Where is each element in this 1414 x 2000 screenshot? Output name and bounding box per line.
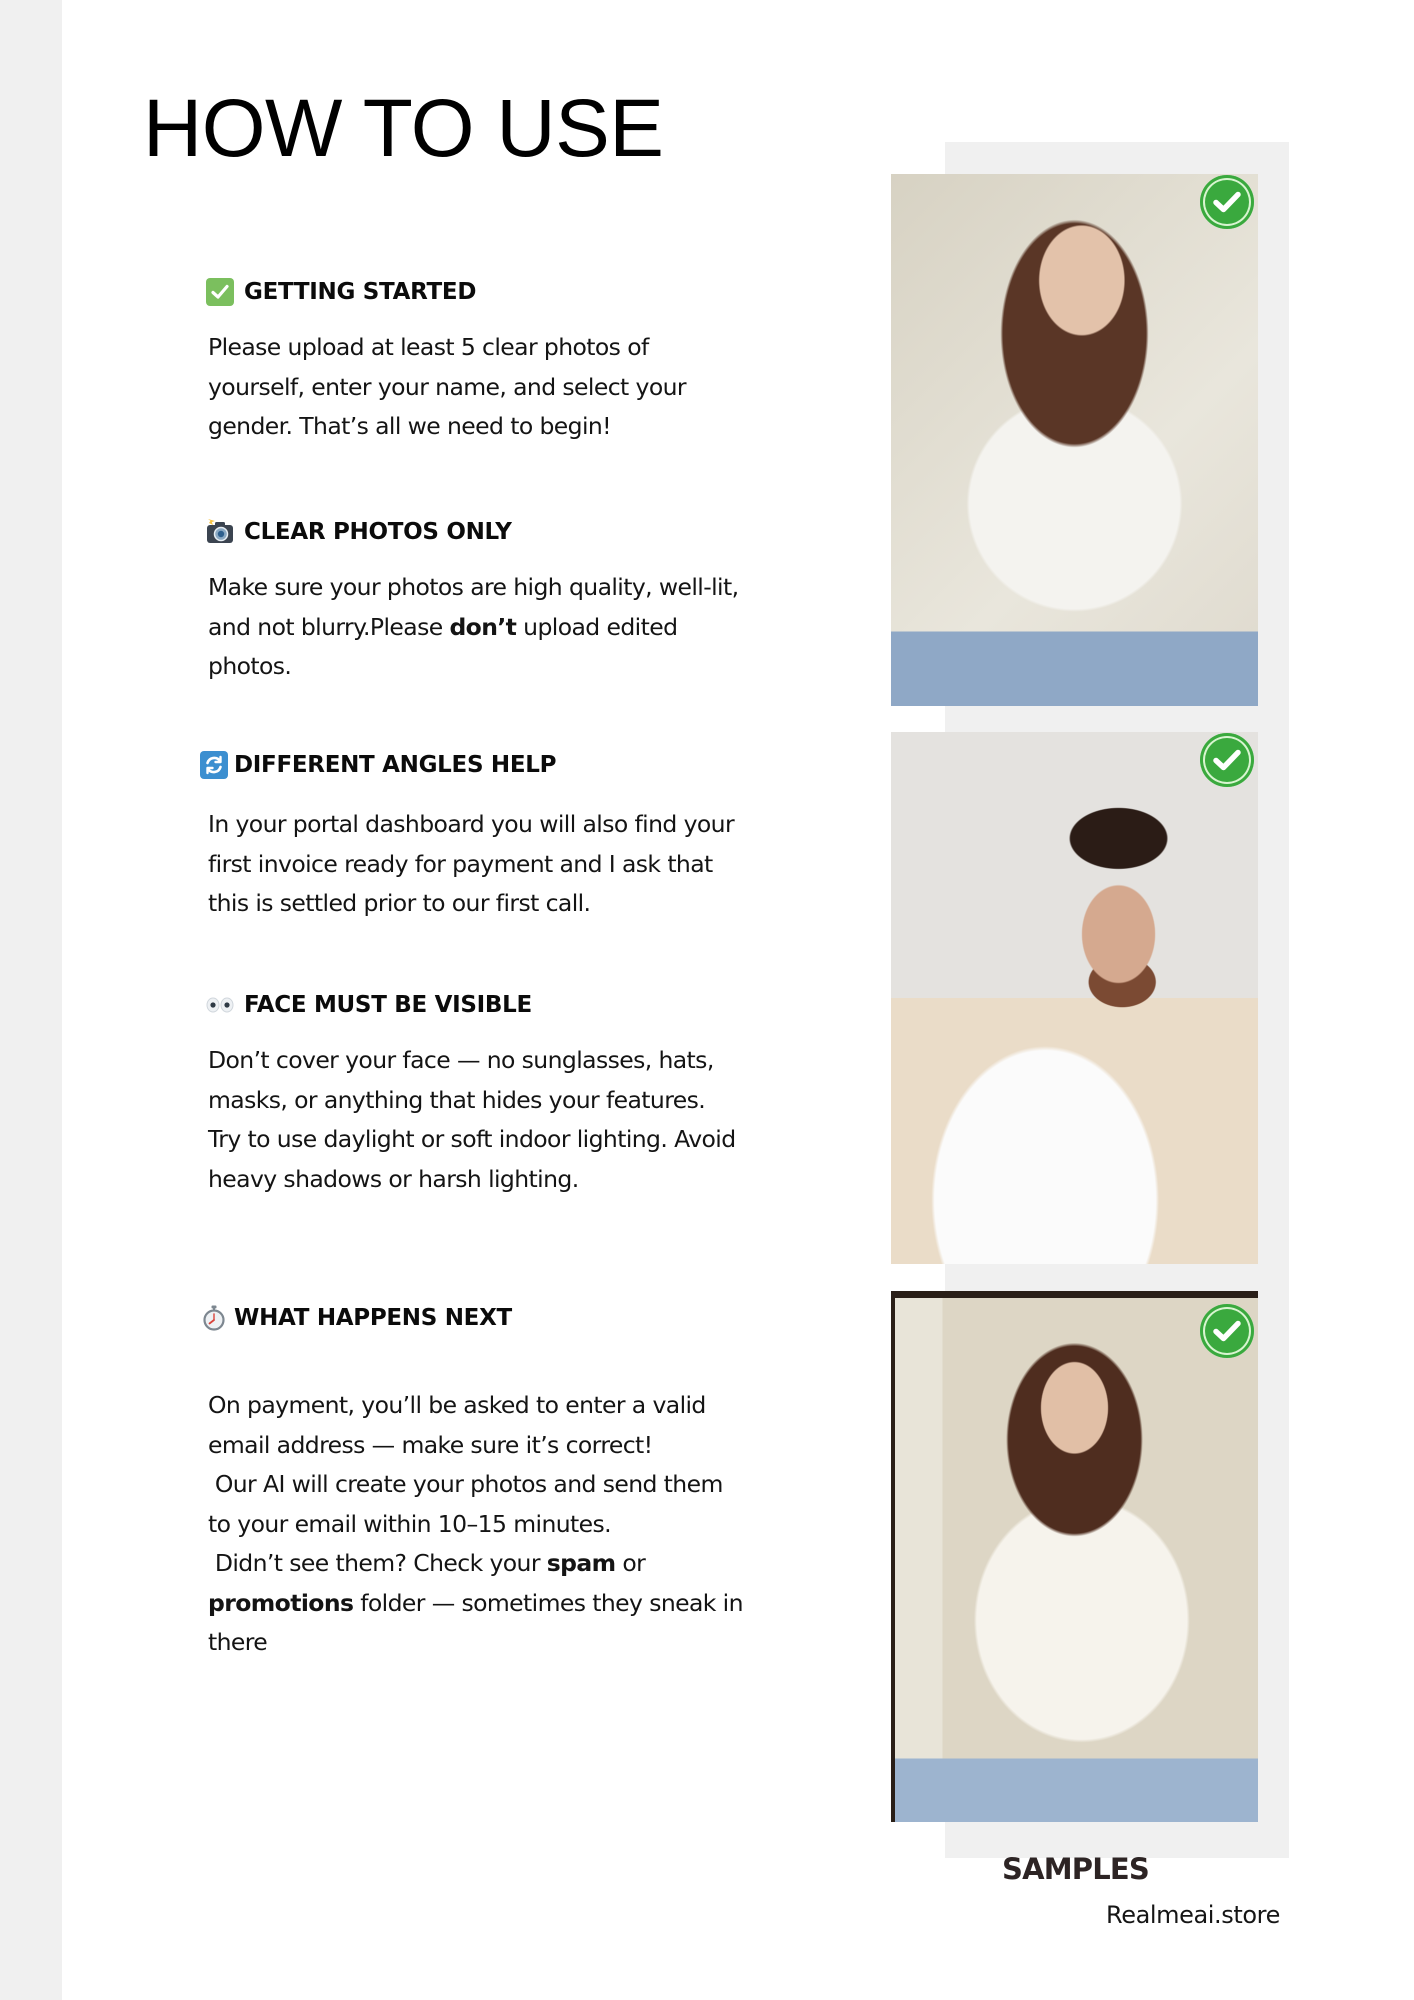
sample-photo-1 <box>891 174 1258 706</box>
section-heading <box>208 276 808 308</box>
body-line: heavy shadows or harsh lighting. <box>208 1164 579 1193</box>
body-line: Our AI will create your photos and send them <box>208 1470 723 1498</box>
approved-check-icon <box>1200 1304 1254 1358</box>
samples-label: SAMPLES <box>1002 1852 1150 1886</box>
stopwatch-icon <box>200 1304 228 1332</box>
left-margin-strip <box>0 0 62 2000</box>
body-line: email address — make sure it’s correct! <box>208 1430 653 1459</box>
body-line: masks, or anything that hides your features. <box>208 1085 706 1114</box>
body-line: Please upload at least 5 clear photos of <box>208 333 649 361</box>
section-body <box>208 1386 808 1663</box>
section-body <box>208 1041 808 1199</box>
section-heading <box>208 516 808 548</box>
section-clear-photos <box>208 516 808 687</box>
section-different-angles <box>208 749 808 924</box>
body-line <box>208 1584 808 1624</box>
emphasis-spam: spam <box>546 1549 616 1577</box>
body-line: this is settled prior to our first call. <box>208 889 591 917</box>
emphasis-dont: don’t <box>449 612 517 641</box>
check-mark-icon <box>206 278 234 306</box>
body-line: In your portal dashboard you will also find your <box>208 810 735 838</box>
body-line: photos. <box>208 652 292 680</box>
sample-photo-2 <box>891 732 1258 1264</box>
section-heading <box>208 749 808 781</box>
sample-photo-3 <box>891 1291 1258 1822</box>
section-body <box>208 568 808 687</box>
section-heading-label: GETTING STARTED <box>244 279 477 305</box>
body-text: or <box>615 1549 646 1577</box>
section-what-happens-next <box>208 1302 808 1663</box>
body-line <box>208 1544 808 1584</box>
section-heading <box>208 989 808 1021</box>
body-line: Don’t cover your face — no sunglasses, hats, <box>208 1046 714 1074</box>
approved-check-icon <box>1200 733 1254 787</box>
body-text: upload edited <box>516 612 678 641</box>
body-text: folder — sometimes they sneak in <box>353 1588 743 1617</box>
approved-check-icon <box>1200 175 1254 229</box>
section-getting-started <box>208 276 808 447</box>
section-body <box>208 328 808 447</box>
body-line: Make sure your photos are high quality, well-lit, <box>208 573 739 601</box>
section-heading-label: DIFFERENT ANGLES HELP <box>234 752 557 778</box>
body-line: first invoice ready for payment and I ask that <box>208 849 713 878</box>
section-face-visible <box>208 989 808 1199</box>
body-line: Try to use daylight or soft indoor lighting. Avoid <box>208 1125 736 1153</box>
section-heading-label: WHAT HAPPENS NEXT <box>234 1305 512 1331</box>
camera-flash-icon <box>206 518 234 546</box>
emphasis-promotions: promotions <box>208 1588 354 1617</box>
body-line: On payment, you’ll be asked to enter a valid <box>208 1391 706 1419</box>
body-line: gender. That’s all we need to begin! <box>208 412 612 440</box>
site-url: Realmeai.store <box>1106 1901 1280 1929</box>
body-text: Didn’t see them? Check your <box>208 1549 547 1577</box>
section-heading-label: CLEAR PHOTOS ONLY <box>244 519 512 545</box>
eyes-icon <box>206 991 234 1019</box>
body-line: there <box>208 1628 268 1656</box>
refresh-arrows-icon <box>200 751 228 779</box>
body-line: to your email within 10–15 minutes. <box>208 1509 612 1538</box>
section-body <box>208 805 808 924</box>
page-title: HOW TO USE <box>143 83 664 174</box>
body-line <box>208 608 808 648</box>
body-text: and not blurry.Please <box>208 612 450 641</box>
section-heading <box>208 1302 808 1334</box>
body-line: yourself, enter your name, and select your <box>208 372 686 401</box>
section-heading-label: FACE MUST BE VISIBLE <box>244 992 532 1018</box>
